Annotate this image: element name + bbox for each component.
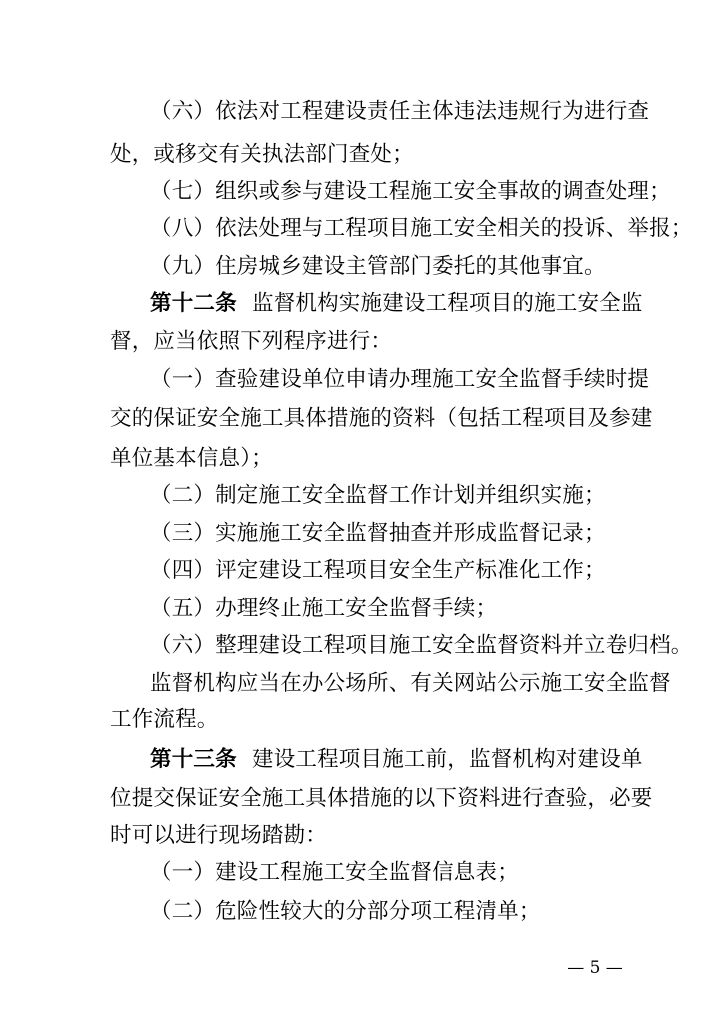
- paragraph-line: （八）依法处理与工程项目施工安全相关的投诉、举报；: [150, 216, 693, 241]
- article-title-13: 第十三条: [150, 747, 237, 772]
- paragraph-line: （二）危险性较大的分部分项工程清单；: [150, 899, 541, 924]
- paragraph-line: 监督机构实施建设工程项目的施工安全监: [252, 291, 643, 316]
- paragraph-line: （二）制定施工安全监督工作计划并组织实施；: [150, 483, 606, 508]
- page-number: — 5 —: [567, 958, 623, 978]
- paragraph-line: （六）依法对工程建设责任主体违法违规行为进行查: [150, 99, 650, 124]
- paragraph-line: 工作流程。: [110, 707, 219, 732]
- paragraph-line: （一）查验建设单位申请办理施工安全监督手续时提: [150, 367, 650, 392]
- paragraph-line: （五）办理终止施工安全监督手续；: [150, 596, 498, 621]
- paragraph-line: 监督机构应当在办公场所、有关网站公示施工安全监督: [150, 671, 671, 696]
- article-title-12: 第十二条: [150, 291, 237, 316]
- paragraph-line: 单位基本信息）；: [110, 446, 273, 471]
- paragraph-line: 建设工程项目施工前，监督机构对建设单: [252, 747, 643, 772]
- paragraph-line: （七）组织或参与建设工程施工安全事故的调查处理；: [150, 179, 671, 204]
- paragraph-line: （一）建设工程施工安全监督信息表；: [150, 860, 519, 885]
- paragraph-line: 交的保证安全施工具体措施的资料（包括工程项目及参建: [110, 406, 653, 431]
- paragraph-line: 位提交保证安全施工具体措施的以下资料进行查验，必要: [110, 786, 653, 811]
- paragraph-line: 时可以进行现场踏勘：: [110, 823, 328, 848]
- paragraph-line: （九）住房城乡建设主管部门委托的其他事宜。: [150, 254, 606, 279]
- paragraph-line: 督，应当依照下列程序进行：: [110, 329, 393, 354]
- paragraph-line: 处，或移交有关执法部门查处；: [110, 142, 414, 167]
- paragraph-line: （三）实施施工安全监督抽查并形成监督记录；: [150, 521, 606, 546]
- paragraph-line: （六）整理建设工程项目施工安全监督资料并立卷归档。: [150, 633, 693, 658]
- paragraph-line: （四）评定建设工程项目安全生产标准化工作；: [150, 558, 606, 583]
